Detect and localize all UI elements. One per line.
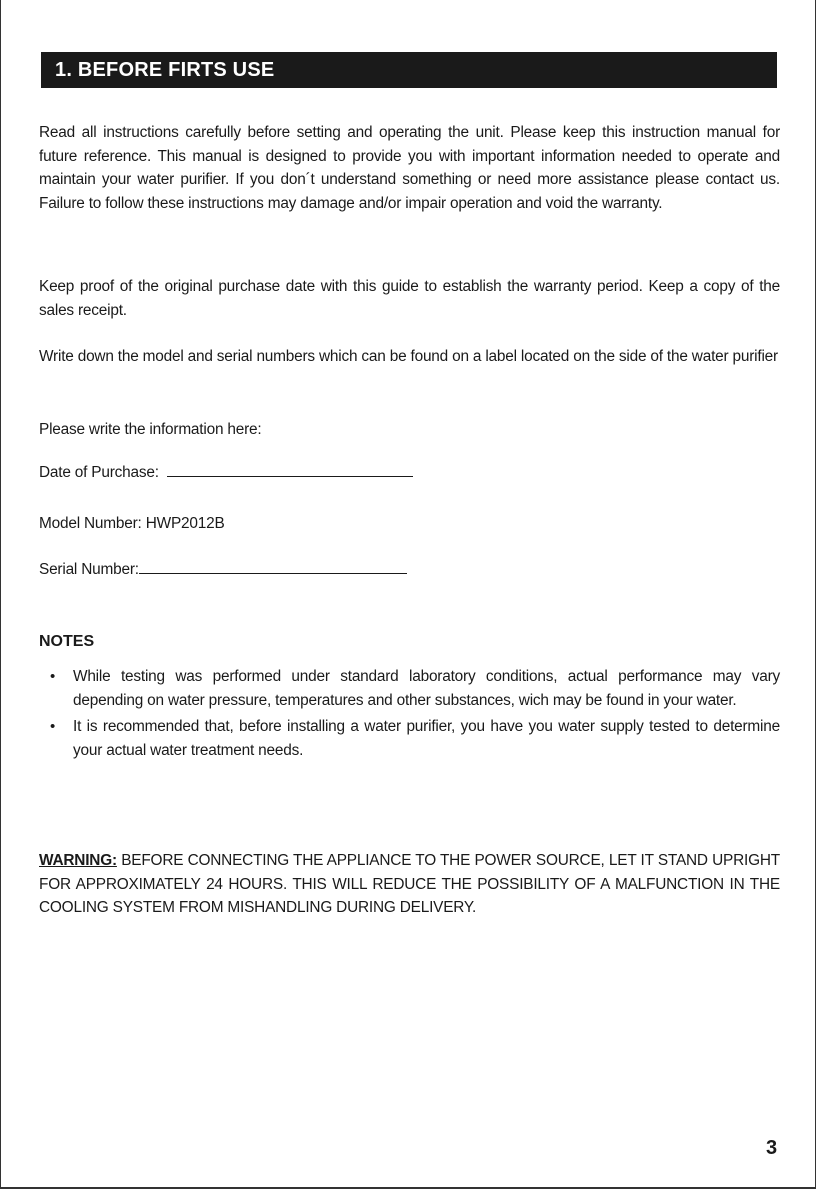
note-text: While testing was performed under standard laboratory conditions, actual performance may vary depending on water pressure, temperatures and other substances, wich may be found in your water.: [73, 668, 780, 709]
list-item: [50, 665, 780, 712]
section-number: 1.: [55, 59, 73, 81]
info-prompt: Please write the information here:: [39, 421, 262, 438]
warning-text: BEFORE CONNECTING THE APPLIANCE TO THE POWER SOURCE, LET IT STAND UPRIGHT FOR APPROXIMATELY 24 HOURS. THIS WILL REDUCE THE POSSIBILITY OF A MALFUNCTION IN THE COOLING SYSTEM FROM MISHANDLING DURING DELIVERY.: [39, 852, 780, 916]
proof-paragraph: Keep proof of the original purchase date with this guide to establish the warranty period. Keep a copy of the sales receipt.: [39, 278, 780, 319]
date-of-purchase-blank: [167, 462, 413, 477]
date-of-purchase-row: [39, 461, 413, 485]
warning-label: WARNING:: [39, 852, 117, 869]
notes-heading: NOTES: [39, 633, 95, 650]
serial-number-row: [39, 558, 407, 582]
section-heading: [41, 52, 777, 88]
model-number-value: HWP2012B: [145, 515, 225, 532]
warning-paragraph: [39, 849, 780, 920]
note-text: It is recommended that, before installing a water purifier, you have you water supply tested to determine your actual water treatment needs.: [73, 718, 780, 759]
serial-note-paragraph: Write down the model and serial numbers which can be found on a label located on the side of the water purifier: [39, 348, 778, 365]
bullet-icon: •: [50, 668, 56, 685]
model-number-row: [39, 512, 225, 536]
section-title: BEFORE FIRTS USE: [77, 59, 275, 81]
serial-number-blank: [139, 559, 407, 574]
list-item: [50, 715, 780, 762]
bullet-icon: •: [50, 718, 56, 735]
serial-number-label: Serial Number:: [39, 561, 139, 578]
model-number-label: Model Number:: [39, 515, 142, 532]
intro-paragraph: Read all instructions carefully before setting and operating the unit. Please keep this instruction manual for future reference. This manual is designed to provide you with important information needed to operate and maintain your water purifier. If you don´t understand something or need more assistance please contact us. Failure to follow these instructions may damage and/or impair operation and void the warranty.: [39, 124, 780, 212]
page-number: 3: [766, 1137, 778, 1159]
notes-list: [50, 665, 780, 765]
date-of-purchase-label: Date of Purchase:: [39, 464, 159, 481]
